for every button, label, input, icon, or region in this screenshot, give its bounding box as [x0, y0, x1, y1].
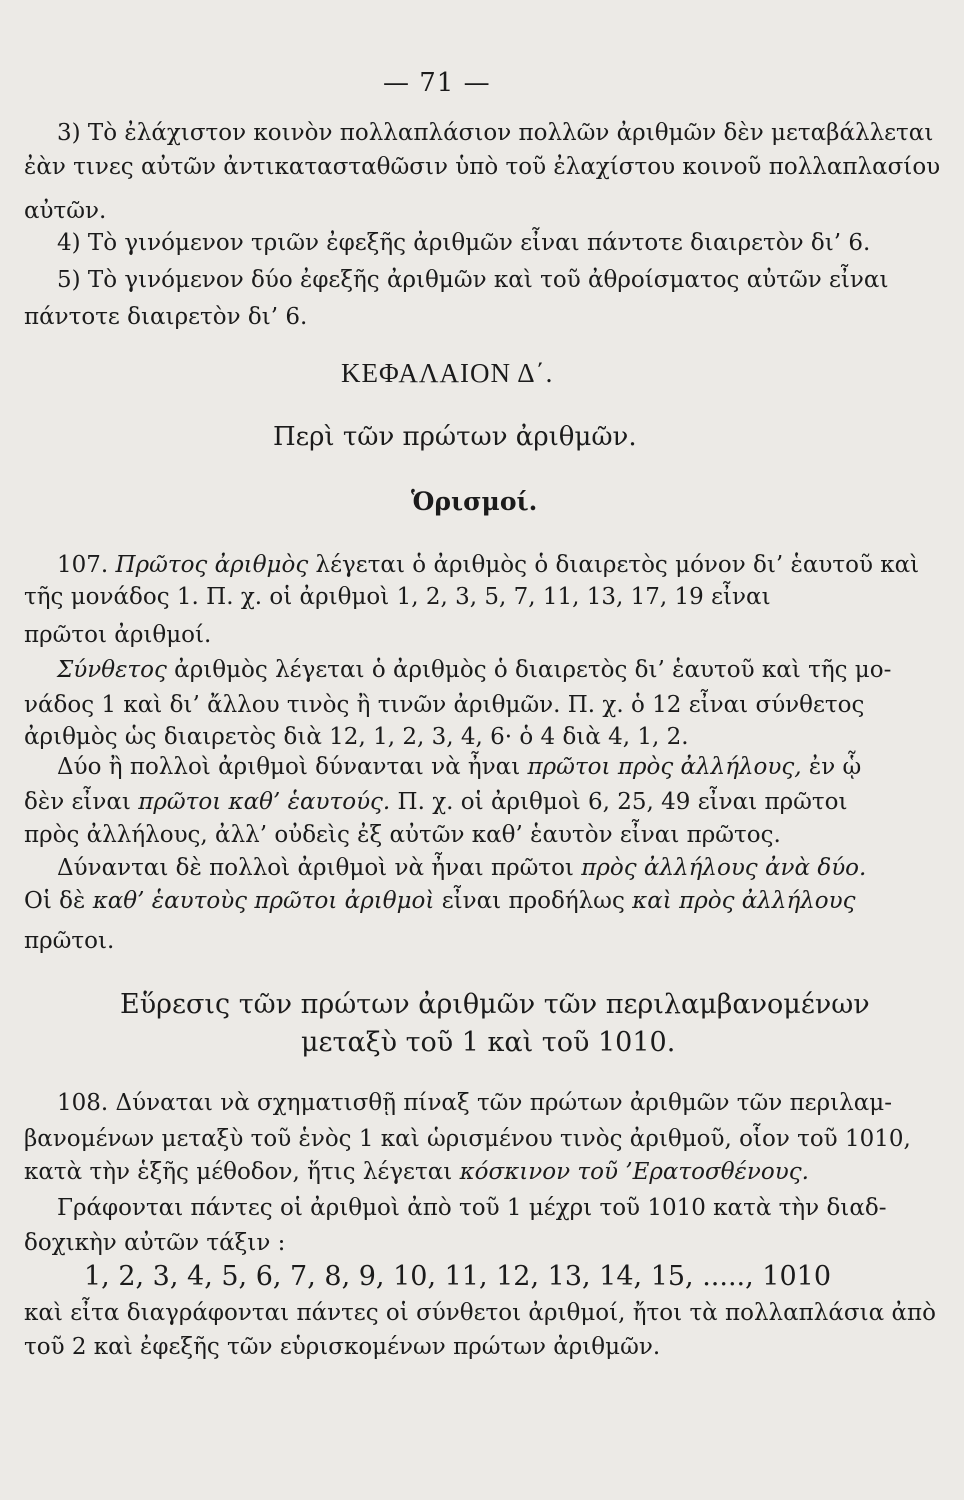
text-span: λέγεται ὁ ἀριθμὸς ὁ διαιρετὸς μόνον δι’ ἑαυτοῦ καὶ — [308, 552, 920, 578]
text-line: τῆς μονάδος 1. Π. χ. οἱ ἀριθμοὶ 1, 2, 3, 5, 7, 11, 13, 17, 19 εἶναι — [24, 584, 771, 610]
text-span: Δύο ἢ πολλοὶ ἀριθμοὶ δύνανται νὰ ἦναι — [57, 754, 528, 780]
text-line: πρὸς ἀλλήλους, ἀλλ’ οὐδεὶς ἐξ αὐτῶν καθ’ ἑαυτὸν εἶναι πρῶτος. — [24, 822, 781, 848]
paragraph-number: 107. — [57, 552, 109, 578]
text-line: ἐὰν τινες αὐτῶν ἀντικατασταθῶσιν ὑπὸ τοῦ ἐλαχίστου κοινοῦ πολλαπλασίου — [24, 154, 941, 180]
text-line: πάντοτε διαιρετὸν δι’ 6. — [24, 304, 308, 330]
page-number: — 71 — — [383, 68, 491, 98]
text-line: πρῶτοι ἀριθμοί. — [24, 622, 212, 648]
text-line: νάδος 1 καὶ δι’ ἄλλου τινὸς ἢ τινῶν ἀριθμῶν. Π. χ. ὁ 12 εἶναι σύνθετος — [24, 692, 865, 718]
text-line: 5) Τὸ γινόμενον δύο ἐφεξῆς ἀριθμῶν καὶ τοῦ ἀθροίσματος αὐτῶν εἶναι — [57, 267, 889, 293]
text-line: δοχικὴν αὐτῶν τάξιν : — [24, 1230, 286, 1256]
number-sequence: 1, 2, 3, 4, 5, 6, 7, 8, 9, 10, 11, 12, 13, 14, 15, ....., 1010 — [84, 1261, 832, 1292]
text-span: Δύνανται δὲ πολλοὶ ἀριθμοὶ νὰ ἦναι πρῶτοι — [57, 855, 582, 881]
text-line — [57, 853, 866, 883]
text-line: βανομένων μεταξὺ τοῦ ἑνὸς 1 καὶ ὡρισμένου τινὸς ἀριθμοῦ, οἷον τοῦ 1010, — [24, 1126, 911, 1152]
text-line — [57, 655, 891, 685]
section-heading-line: Εὕρεσις τῶν πρώτων ἀριθμῶν τῶν περιλαμβανομένων — [120, 989, 870, 1020]
text-line: καὶ εἶτα διαγράφονται πάντες οἱ σύνθετοι ἀριθμοί, ἤτοι τὰ πολλαπλάσια ἀπὸ — [24, 1300, 936, 1326]
term-prime-number: Πρῶτος ἀριθμὸς — [115, 552, 309, 578]
text-line: αὐτῶν. — [24, 198, 107, 224]
text-line — [57, 752, 861, 782]
chapter-subtitle: Περὶ τῶν πρώτων ἀριθμῶν. — [273, 422, 637, 452]
text-span: ἀριθμὸς λέγεται ὁ ἀριθμὸς ὁ διαιρετὸς δι’ ἑαυτοῦ καὶ τῆς μο- — [166, 657, 892, 683]
text-line: 3) Τὸ ἐλάχιστον κοινὸν πολλαπλάσιον πολλῶν ἀριθμῶν δὲν μεταβάλλεται — [57, 120, 934, 146]
text-span: Οἱ δὲ — [24, 888, 93, 914]
text-line: τοῦ 2 καὶ ἐφεξῆς τῶν εὑρισκομένων πρώτων ἀριθμῶν. — [24, 1334, 661, 1360]
text-line — [24, 886, 856, 916]
text-span: κατὰ τὴν ἑξῆς μέθοδον, ἥτις λέγεται — [24, 1159, 460, 1185]
section-heading-line: μεταξὺ τοῦ 1 καὶ τοῦ 1010. — [301, 1027, 676, 1058]
text-line: πρῶτοι. — [24, 928, 115, 954]
term-prime-by-themselves: πρῶτοι καθ’ ἑαυτούς. — [138, 789, 391, 815]
term-sieve-of-eratosthenes: κόσκινον τοῦ ’Ερατοσθένους. — [459, 1159, 809, 1185]
text-span: Π. χ. οἱ ἀριθμοὶ 6, 25, 49 εἶναι πρῶτοι — [390, 789, 848, 815]
text-line — [24, 787, 848, 817]
chapter-title: ΚΕΦΑΛΑΙΟΝ Δ΄. — [341, 358, 554, 388]
text-line: 108. Δύναται νὰ σχηματισθῇ πίναξ τῶν πρώτων ἀριθμῶν τῶν περιλαμ- — [57, 1090, 892, 1116]
text-line — [57, 550, 919, 580]
term-coprime: πρῶτοι πρὸς ἀλλήλους, — [527, 754, 802, 780]
text-line: ἀριθμὸς ὡς διαιρετὸς διὰ 12, 1, 2, 3, 4, 6· ὁ 4 διὰ 4, 1, 2. — [24, 724, 689, 750]
term-composite-number: Σύνθετος — [57, 657, 167, 683]
text-span: ἐν ᾧ — [801, 754, 862, 780]
text-line: 4) Τὸ γινόμενον τριῶν ἐφεξῆς ἀριθμῶν εἶναι πάντοτε διαιρετὸν δι’ 6. — [57, 230, 871, 256]
text-span: εἶναι προδήλως — [434, 888, 633, 914]
text-line: Γράφονται πάντες οἱ ἀριθμοὶ ἀπὸ τοῦ 1 μέχρι τοῦ 1010 κατὰ τὴν διαδ- — [57, 1195, 887, 1221]
text-line — [24, 1157, 809, 1187]
text-span: δὲν εἶναι — [24, 789, 139, 815]
term-pairwise-coprime: πρὸς ἀλλήλους ἀνὰ δύο. — [581, 855, 867, 881]
term-mutually: καὶ πρὸς ἀλλήλους — [632, 888, 856, 914]
definitions-heading: Ὁρισμοί. — [411, 487, 538, 516]
term-prime-numbers: καθ’ ἑαυτοὺς πρῶτοι ἀριθμοὶ — [92, 888, 435, 914]
